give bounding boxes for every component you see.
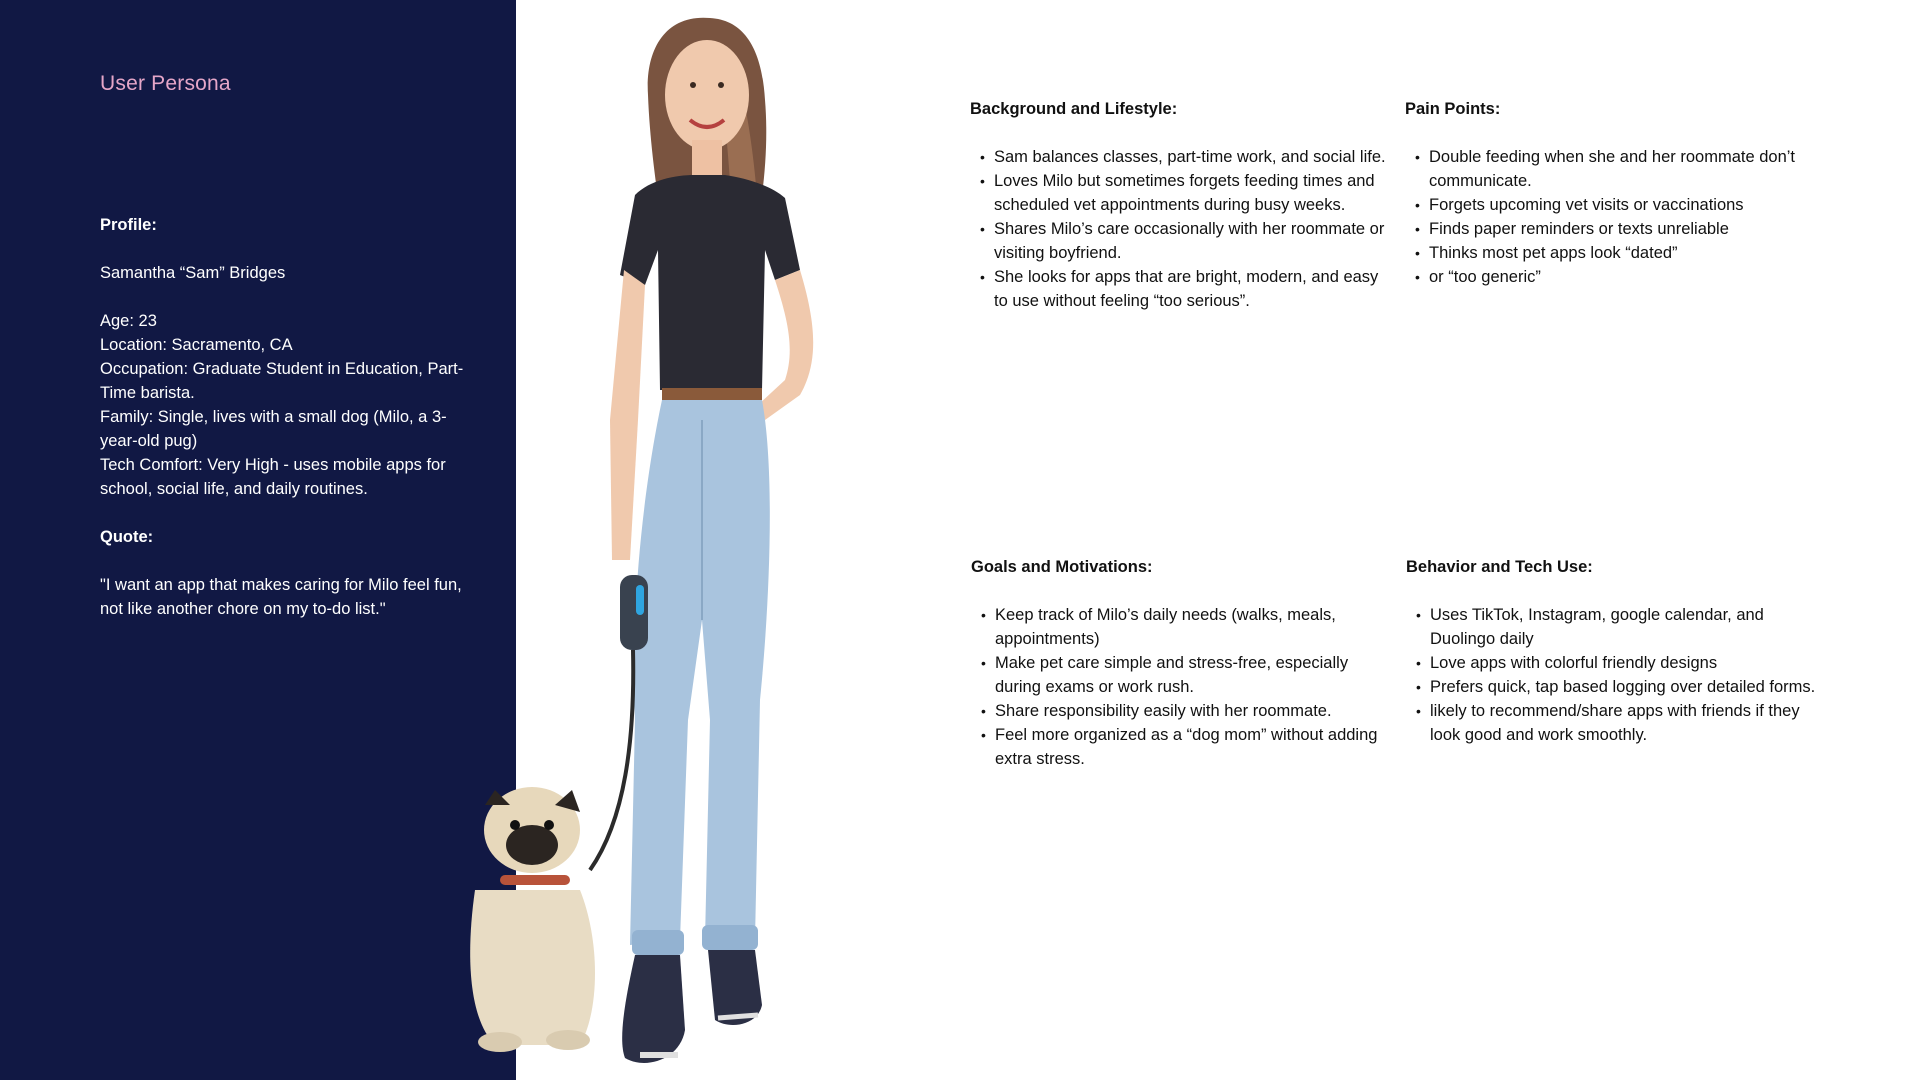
detail-location: Location: Sacramento, CA: [100, 336, 293, 354]
list-item: • Loves Milo but sometimes forgets feeding times and scheduled vet appointments during busy weeks.: [994, 169, 1390, 217]
persona-name: Samantha “Sam” Bridges: [100, 264, 286, 282]
detail-age: Age: 23: [100, 312, 157, 330]
background-list: [970, 145, 1390, 313]
list-item: • Make pet care simple and stress-free, especially during exams or work rush.: [995, 651, 1391, 699]
goals-list: [971, 603, 1391, 771]
persona-photo: [440, 0, 960, 1080]
pug-collar: [500, 875, 570, 885]
pain-points-list: [1405, 145, 1815, 289]
list-item: • Feel more organized as a “dog mom” without adding extra stress.: [995, 723, 1391, 771]
left-arm: [610, 270, 645, 560]
list-item: • Share responsibility easily with her roommate.: [995, 699, 1391, 723]
pain-points-heading: Pain Points:: [1405, 100, 1501, 118]
quote-heading: Quote:: [100, 528, 154, 546]
detail-occupation: Occupation: Graduate Student in Education, Part-Time barista.: [100, 360, 464, 402]
list-item: • Uses TikTok, Instagram, google calendar, and Duolingo daily: [1430, 603, 1826, 651]
profile-block: [100, 213, 480, 621]
t-shirt: [620, 175, 800, 390]
list-item: • Shares Milo’s care occasionally with her roommate or visiting boyfriend.: [994, 217, 1390, 265]
list-item: • She looks for apps that are bright, modern, and easy to use without feeling “too serious”.: [994, 265, 1390, 313]
list-item: • Love apps with colorful friendly designs: [1430, 651, 1826, 675]
pug-muzzle: [506, 825, 558, 865]
persona-sidebar: [0, 0, 516, 1080]
detail-family: Family: Single, lives with a small dog (Milo, a 3-year-old pug): [100, 408, 447, 450]
list-item: • Finds paper reminders or texts unreliable: [1429, 217, 1815, 241]
list-item: • Thinks most pet apps look “dated”: [1429, 241, 1815, 265]
pain-points-section: [1405, 97, 1815, 289]
background-section: [970, 97, 1390, 313]
page-title: User Persona: [100, 72, 231, 95]
list-item: • Double feeding when she and her roommate don’t communicate.: [1429, 145, 1815, 193]
list-item: • likely to recommend/share apps with friends if they look good and work smoothly.: [1430, 699, 1826, 747]
left-shoe: [622, 955, 685, 1063]
detail-tech-comfort: Tech Comfort: Very High - uses mobile apps for school, social life, and daily routines.: [100, 456, 446, 498]
background-heading: Background and Lifestyle:: [970, 100, 1178, 118]
pug-body: [470, 890, 595, 1045]
belt: [662, 388, 762, 402]
jeans: [630, 400, 770, 945]
behavior-list: [1406, 603, 1826, 747]
goals-heading: Goals and Motivations:: [971, 558, 1153, 576]
leash: [590, 650, 633, 870]
face: [665, 40, 749, 150]
persona-quote: "I want an app that makes caring for Milo feel fun, not like another chore on my to-do list.": [100, 576, 462, 618]
list-item: • Prefers quick, tap based logging over detailed forms.: [1430, 675, 1826, 699]
list-item: • Keep track of Milo’s daily needs (walks, meals, appointments): [995, 603, 1391, 651]
list-item: • or “too generic”: [1429, 265, 1815, 289]
leash-handle: [620, 575, 648, 650]
profile-heading: Profile:: [100, 216, 157, 234]
right-arm: [758, 270, 813, 420]
goals-section: [971, 555, 1391, 771]
behavior-heading: Behavior and Tech Use:: [1406, 558, 1593, 576]
list-item: • Sam balances classes, part-time work, and social life.: [994, 145, 1390, 169]
behavior-section: [1406, 555, 1826, 747]
list-item: • Forgets upcoming vet visits or vaccinations: [1429, 193, 1815, 217]
